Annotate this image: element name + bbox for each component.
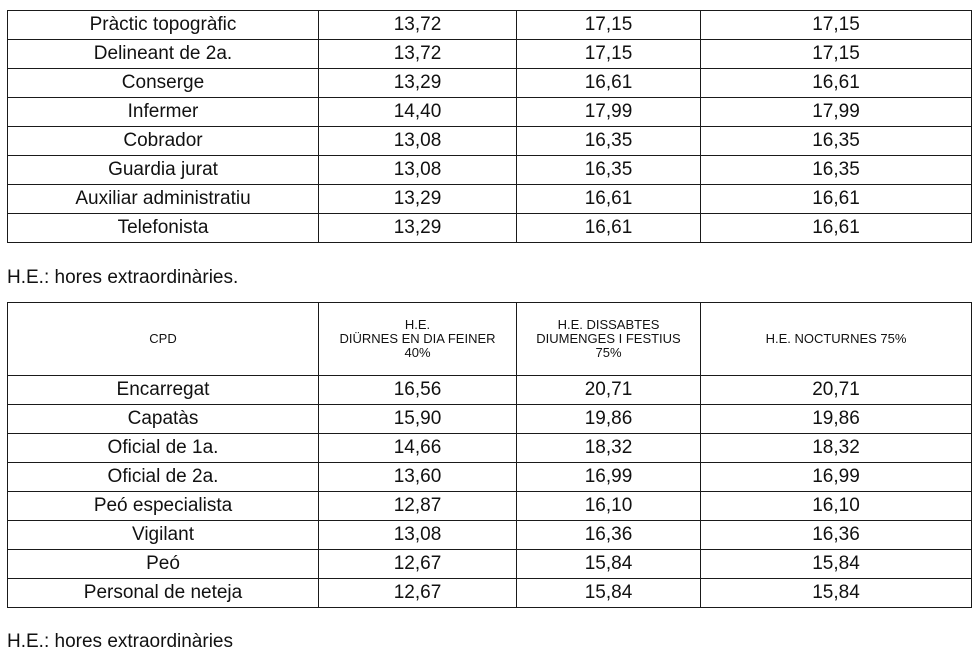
footnote-overtime: H.E.: hores extraordinàries. [7,267,239,288]
night-rate-cell: 15,84 [701,579,972,608]
category-cell: Conserge [8,69,319,98]
weekday-rate-cell: 13,29 [319,185,517,214]
rates-table-bottom [7,302,972,608]
category-cell: Oficial de 2a. [8,463,319,492]
weekend-rate-cell: 16,61 [517,214,701,243]
weekend-rate-cell: 16,99 [517,463,701,492]
category-cell: Peó especialista [8,492,319,521]
category-cell: Vigilant [8,521,319,550]
table-row [8,463,972,492]
table-row [8,579,972,608]
category-cell: Telefonista [8,214,319,243]
footnote-overtime: H.E.: hores extraordinàries [7,631,233,652]
table-header-row [8,303,972,376]
weekend-rate-cell: 16,35 [517,127,701,156]
weekend-rate-cell: 19,86 [517,405,701,434]
night-rate-cell: 20,71 [701,376,972,405]
night-rate-cell: 18,32 [701,434,972,463]
table-row [8,214,972,243]
table-row [8,98,972,127]
category-cell: Infermer [8,98,319,127]
night-rate-cell: 19,86 [701,405,972,434]
weekend-rate-cell: 15,84 [517,579,701,608]
table-row [8,550,972,579]
weekday-rate-cell: 13,08 [319,127,517,156]
weekday-rate-cell: 13,72 [319,11,517,40]
weekend-rate-cell: 17,99 [517,98,701,127]
weekday-rate-cell: 14,40 [319,98,517,127]
category-cell: Pràctic topogràfic [8,11,319,40]
category-cell: Personal de neteja [8,579,319,608]
category-cell: Peó [8,550,319,579]
header-night: H.E. NOCTURNES 75% [701,303,972,376]
table-row [8,492,972,521]
weekend-rate-cell: 17,15 [517,11,701,40]
weekday-rate-cell: 13,72 [319,40,517,69]
night-rate-cell: 16,61 [701,69,972,98]
weekday-rate-cell: 15,90 [319,405,517,434]
table-row [8,185,972,214]
night-rate-cell: 17,15 [701,40,972,69]
rates-table-top [7,10,972,243]
weekday-rate-cell: 14,66 [319,434,517,463]
weekend-rate-cell: 16,61 [517,69,701,98]
weekend-rate-cell: 16,61 [517,185,701,214]
night-rate-cell: 17,15 [701,11,972,40]
header-weekday-day: H.E. DIÜRNES EN DIA FEINER 40% [319,303,517,376]
night-rate-cell: 16,36 [701,521,972,550]
weekday-rate-cell: 13,29 [319,214,517,243]
category-cell: Delineant de 2a. [8,40,319,69]
weekend-rate-cell: 16,36 [517,521,701,550]
table-row [8,127,972,156]
weekday-rate-cell: 13,08 [319,156,517,185]
category-cell: Auxiliar administratiu [8,185,319,214]
table-row [8,405,972,434]
weekday-rate-cell: 13,60 [319,463,517,492]
night-rate-cell: 16,10 [701,492,972,521]
rates-table-bottom-body [8,376,972,608]
table-row [8,376,972,405]
rates-table-top-body [8,11,972,243]
night-rate-cell: 16,61 [701,214,972,243]
weekday-rate-cell: 12,67 [319,579,517,608]
category-cell: Encarregat [8,376,319,405]
category-cell: Cobrador [8,127,319,156]
night-rate-cell: 16,35 [701,127,972,156]
weekend-rate-cell: 17,15 [517,40,701,69]
table-row [8,69,972,98]
weekend-rate-cell: 16,35 [517,156,701,185]
table-row [8,434,972,463]
weekday-rate-cell: 12,87 [319,492,517,521]
category-cell: Guardia jurat [8,156,319,185]
night-rate-cell: 16,35 [701,156,972,185]
category-cell: Capatàs [8,405,319,434]
weekday-rate-cell: 12,67 [319,550,517,579]
category-cell: Oficial de 1a. [8,434,319,463]
night-rate-cell: 17,99 [701,98,972,127]
table-row [8,156,972,185]
table-row [8,40,972,69]
night-rate-cell: 16,61 [701,185,972,214]
weekend-rate-cell: 15,84 [517,550,701,579]
weekend-rate-cell: 18,32 [517,434,701,463]
weekend-rate-cell: 20,71 [517,376,701,405]
table-row [8,11,972,40]
table-row [8,521,972,550]
night-rate-cell: 15,84 [701,550,972,579]
header-weekend-holiday: H.E. DISSABTES DIUMENGES I FESTIUS 75% [517,303,701,376]
header-cpd: CPD [8,303,319,376]
weekday-rate-cell: 16,56 [319,376,517,405]
night-rate-cell: 16,99 [701,463,972,492]
weekend-rate-cell: 16,10 [517,492,701,521]
weekday-rate-cell: 13,29 [319,69,517,98]
weekday-rate-cell: 13,08 [319,521,517,550]
